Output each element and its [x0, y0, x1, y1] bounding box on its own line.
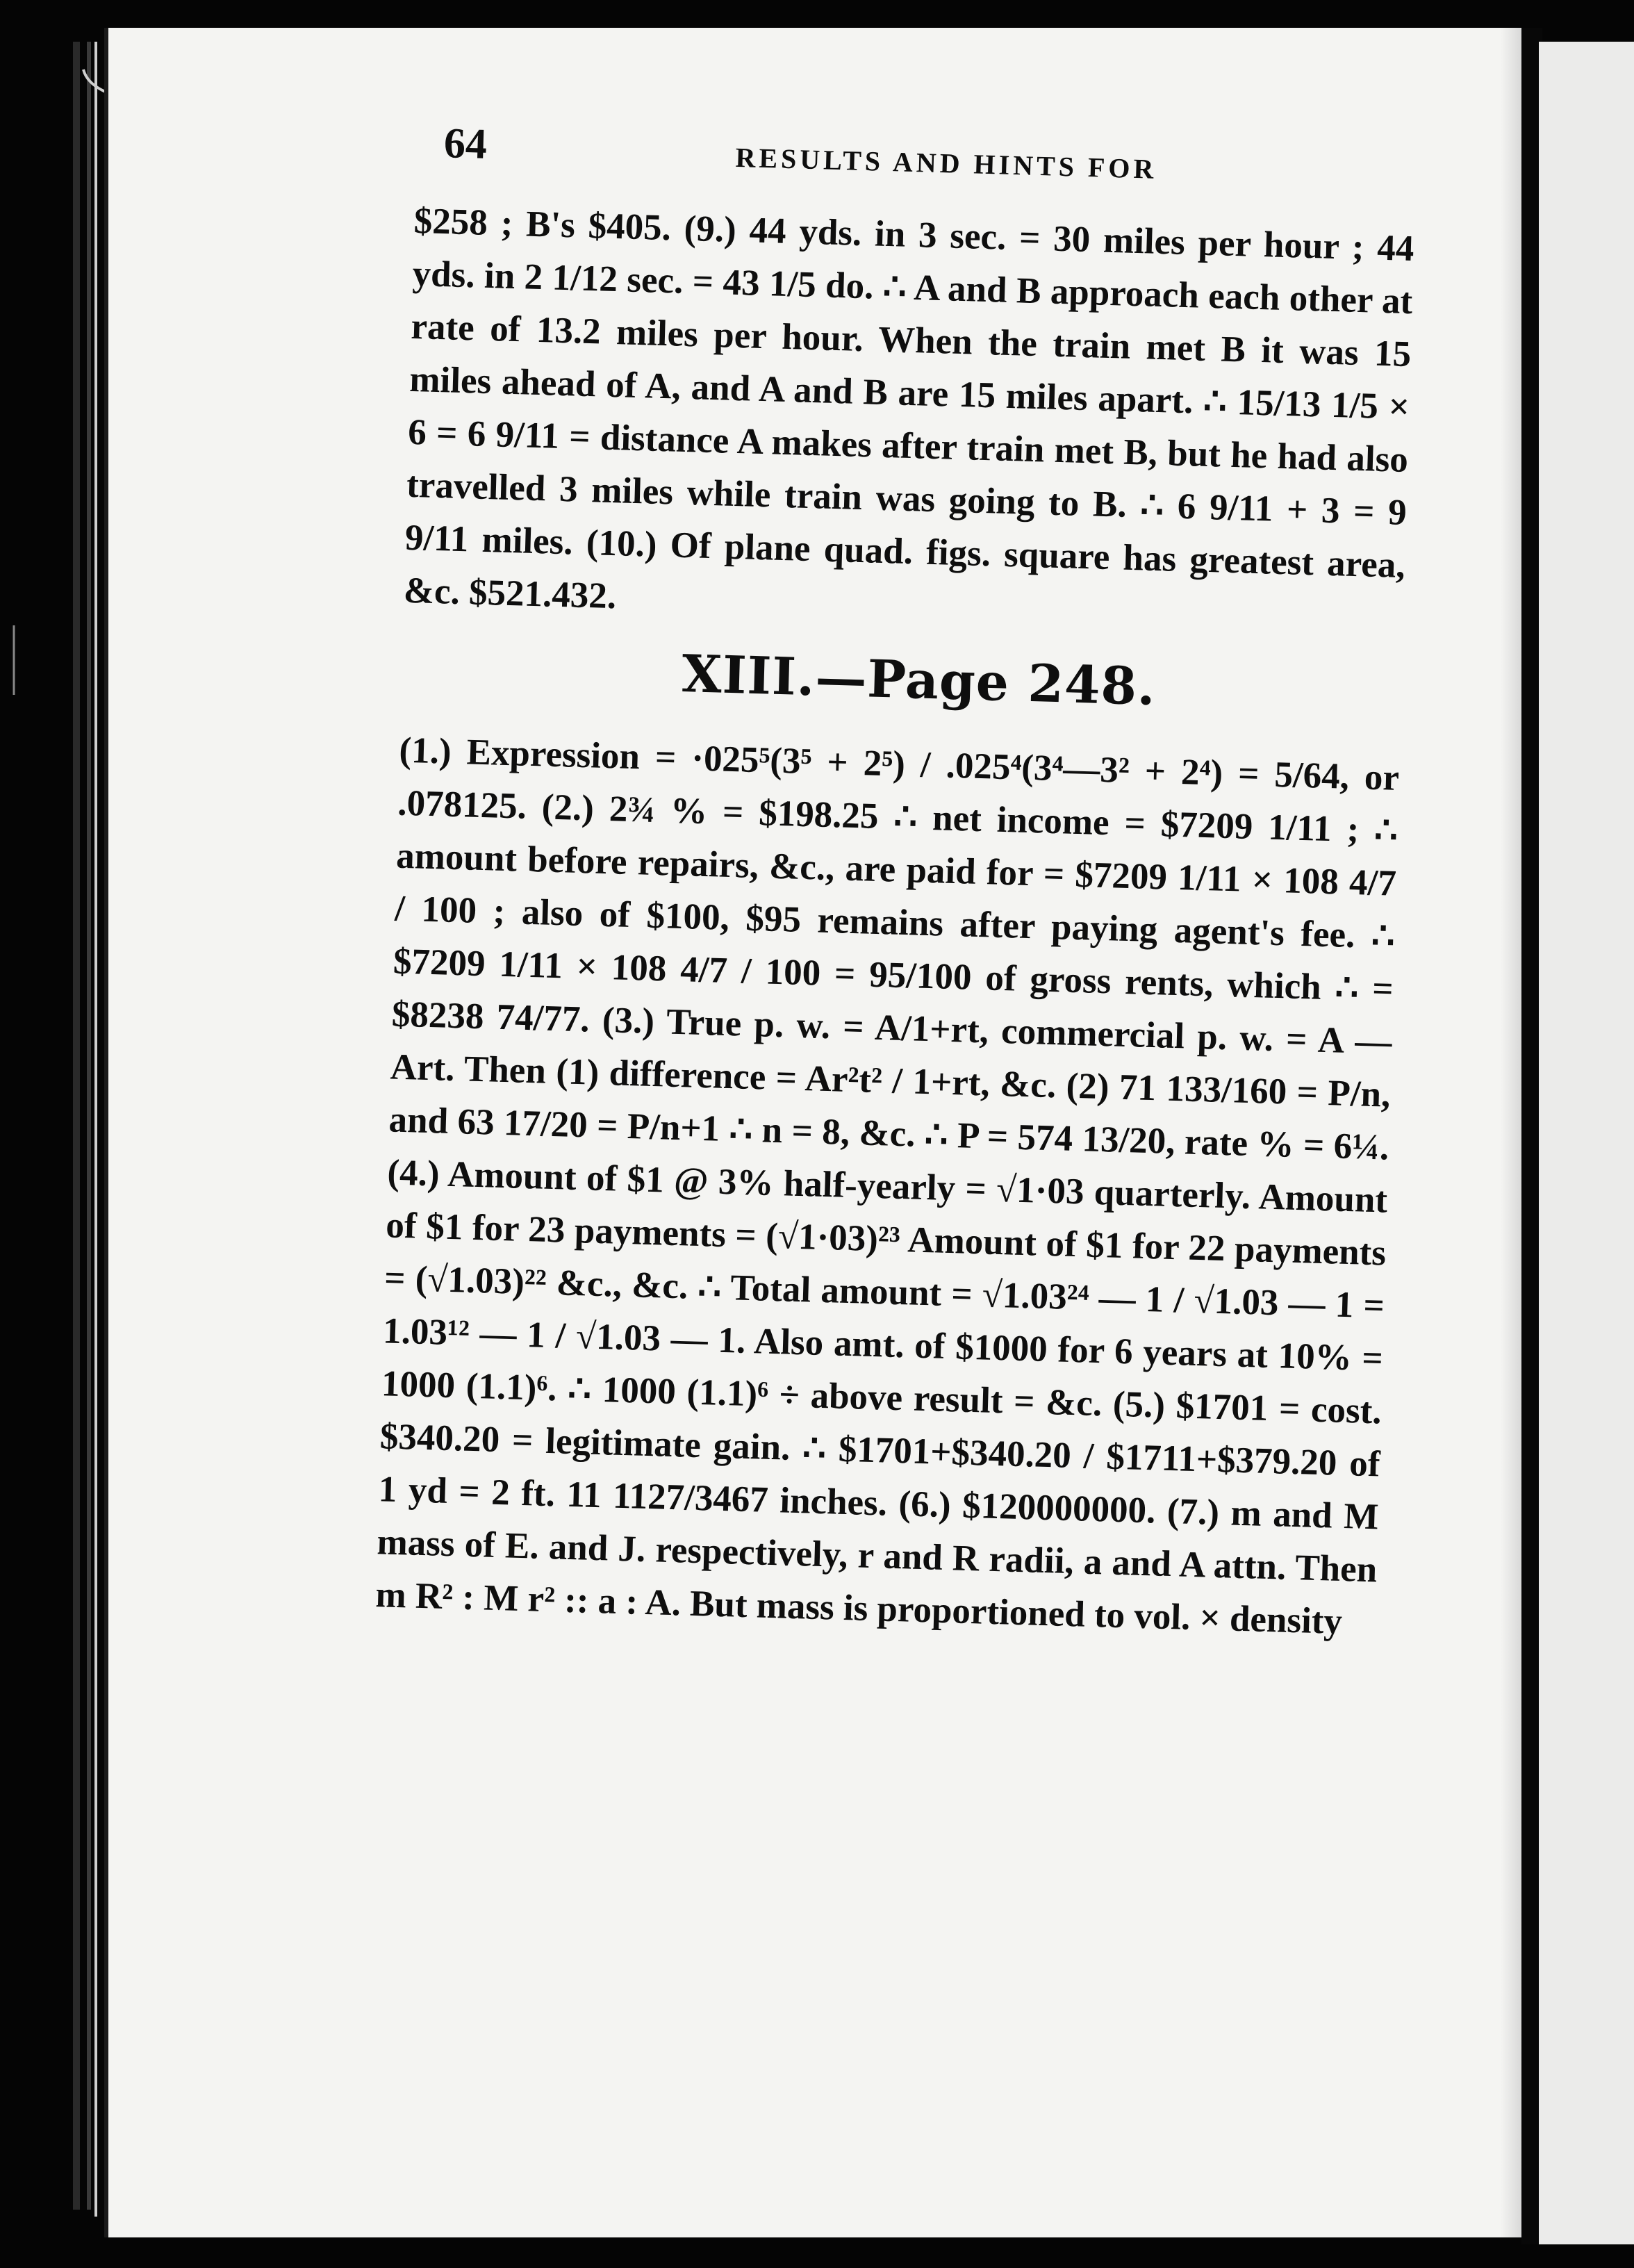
page-number: 64 — [443, 120, 488, 168]
running-head: RESULTS AND HINTS FOR — [734, 141, 1158, 185]
facing-page-edge — [1539, 42, 1634, 2244]
answer-paragraph-2: (1.) Expression = ·025⁵(3⁵ + 2⁵) / .025⁴(3⁴—3² + 2⁴) = 5/64, or .078125. (2.) 2¾ % = $198.25 ∴ net income = $7209 1/11 ; ∴ amount before repairs, &c., are paid for = $7209 1/11 × 108 4/7 / 100 ; also of $100, $95 remains after paying agent's fee. ∴ $7209 1/11 × 108 4/7 / 100 = 95/100 of gross rents, which ∴ = $8238 74/77. (3.) True p. w. = A/1+rt, commercial p. w. = A —Art. Then (1) difference = Ar²t² / 1+rt, &c. (2) 71 133/160 = P/n, and 63 17/20 = P/n+1 ∴ n = 8, &c. ∴ P = 574 13/20, rate % = 6¼. (4.) Amount of $1 @ 3% half-yearly = √1·03 quarterly. Amount of $1 for 23 payments = (√1·03)²³ Amount of $1 for 22 payments = (√1.03)²² &c., &c. ∴ Total amount = √1.03²⁴ — 1 / √1.03 — 1 = 1.03¹² — 1 / √1.03 — 1. Also amt. of $1000 for 6 years at 10% = 1000 (1.1)⁶. ∴ 1000 (1.1)⁶ ÷ above result = &c. (5.) $1701 = cost. $340.20 = legitimate gain. ∴ $1701+$340.20 / $1711+$379.20 of 1 yd = 2 ft. 11 1127/3467 inches. (6.) $120000000. (7.) m and M mass of E. and J. respectively, r and R radii, a and A attn. Then m R² : M r² :: a : A. But mass is proportioned to vol. × density — [374, 730, 1400, 1643]
section-title: XIII.—Page 248. — [681, 643, 1157, 718]
answer-paragraph-1: $258 ; B's $405. (9.) 44 yds. in 3 sec. = 30 miles per hour ; 44 yds. in 2 1/12 sec. = 43 1/5 do. ∴ A and B approach each other at rate of 13.2 miles per hour. When the train met B it was 15 miles ahead of A, and A and B are 15 miles apart. ∴ 15/13 1/5 × 6 = 6 9/11 = distance A makes after train met B, but he had also travelled 3 miles while train was going to B. ∴ 6 9/11 + 3 = 9 9/11 miles. (10.) Of plane quad. figs. square has greatest area, &c. $521.432. — [403, 200, 1415, 617]
page-content — [375, 118, 1452, 1650]
